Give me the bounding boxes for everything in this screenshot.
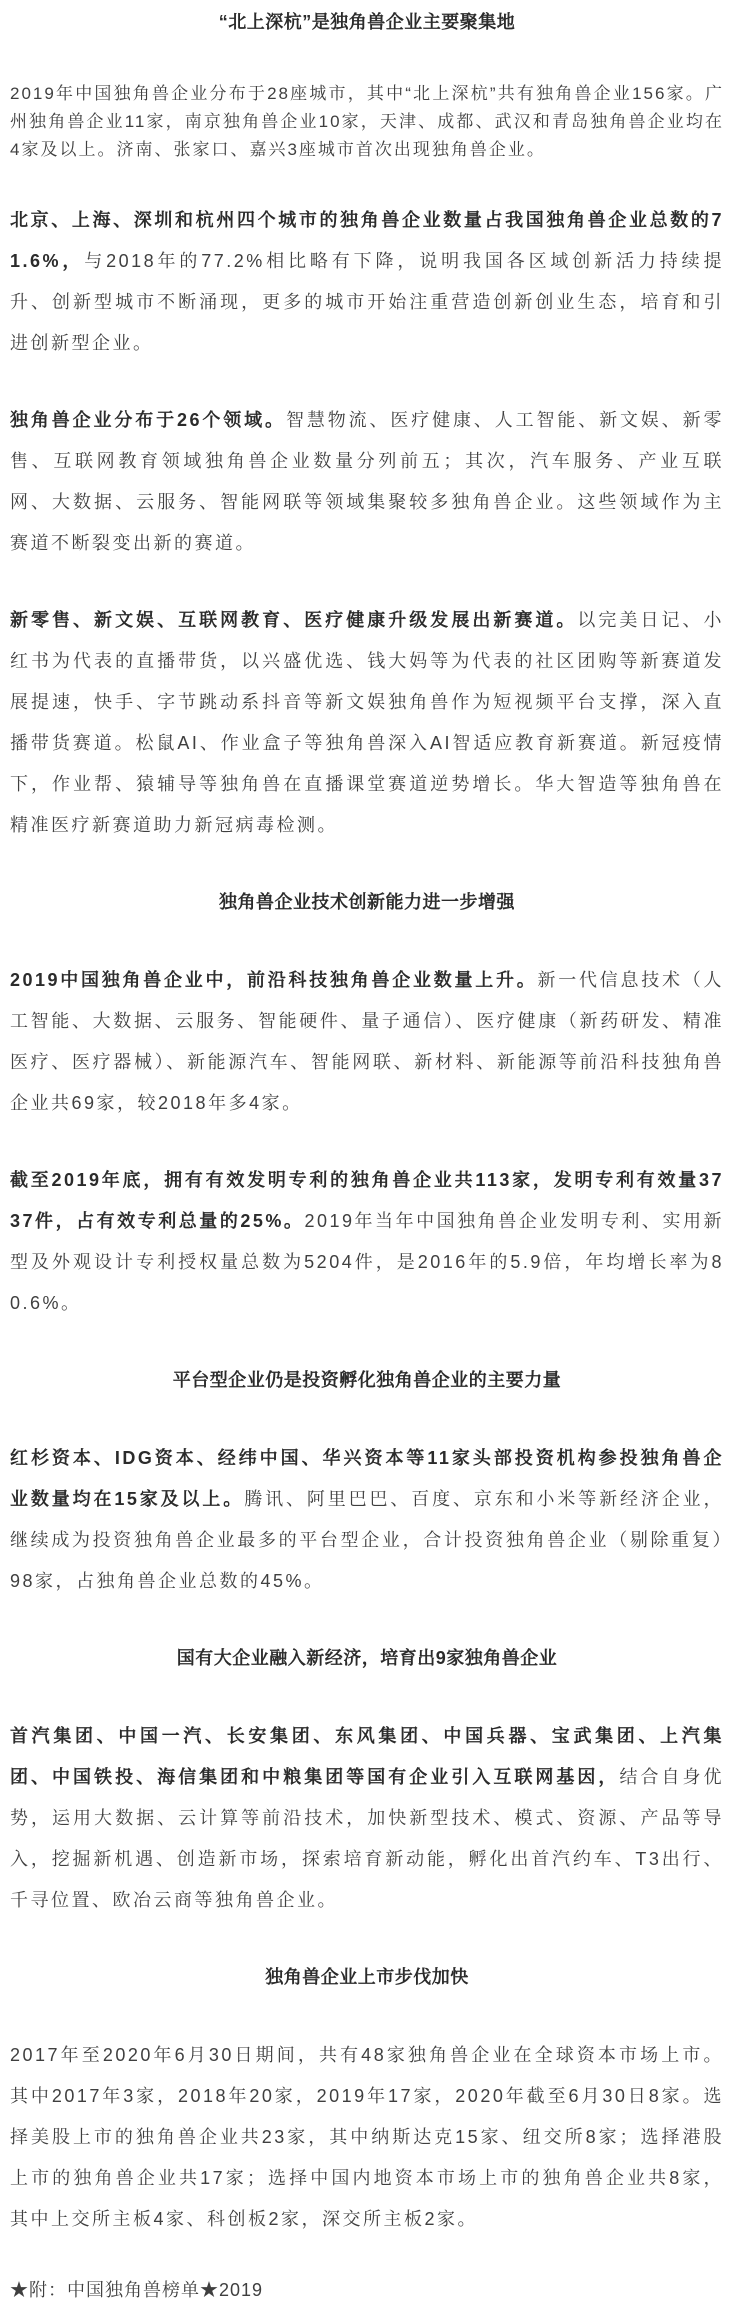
paragraph-text: 以完美日记、小红书为代表的直播带货，以兴盛优选、钱大妈等为代表的社区团购等新赛道发展提速，快手、字节跳动系抖音等新文娱独角兽作为短视频平台支撑，深入直播带货赛道。松鼠AI、作业盒子等独角兽深入AI智适应教育新赛道。新冠疫情下，作业帮、猿辅导等独角兽在直播课堂赛道逆势增长。华大智造等独角兽在精准医疗新赛道助力新冠病毒检测。 [10, 610, 724, 835]
body-paragraph [10, 2035, 724, 2240]
paragraph-text: 腾讯、阿里巴巴、百度、京东和小米等新经济企业，继续成为投资独角兽企业最多的平台型企业，合计投资独角兽企业（剔除重复）98家，占独角兽企业总数的45%。 [10, 1489, 724, 1591]
paragraph-lead-bold: 红杉资本、IDG资本、经纬中国、华兴资本等11家头部投资机构参投独角兽企业数量均在15家及以上。 [10, 1448, 724, 1509]
paragraph-lead-bold: 2019中国独角兽企业中，前沿科技独角兽企业数量上升。 [10, 970, 538, 990]
paragraph-lead-bold: 北京、上海、深圳和杭州四个城市的独角兽企业数量占我国独角兽企业总数的71.6%， [10, 210, 724, 271]
paragraph-lead-bold: 截至2019年底，拥有有效发明专利的独角兽企业共113家，发明专利有效量3737件，占有效专利总量的25%。 [10, 1170, 724, 1231]
section-heading: “北上深杭”是独角兽企业主要聚集地 [218, 12, 516, 32]
paragraph-lead-bold: 独角兽企业分布于26个领域。 [10, 410, 286, 430]
section-heading: 独角兽企业技术创新能力进一步增强 [219, 892, 515, 912]
body-paragraph [10, 80, 724, 164]
section-heading: 国有大企业融入新经济，培育出9家独角兽企业 [176, 1648, 558, 1668]
body-paragraph [10, 600, 724, 846]
body-paragraph [10, 1438, 724, 1602]
paragraph-lead-bold: 首汽集团、中国一汽、长安集团、东风集团、中国兵器、宝武集团、上汽集团、中国铁投、海信集团和中粮集团等国有企业引入互联网基因， [10, 1726, 724, 1787]
body-paragraph [10, 1716, 724, 1921]
paragraph-text: 与2018年的77.2%相比略有下降，说明我国各区域创新活力持续提升、创新型城市不断涌现，更多的城市开始注重营造创新创业生态，培育和引进创新型企业。 [10, 251, 724, 353]
body-paragraph [10, 400, 724, 564]
article-sections [10, 10, 724, 2240]
section-heading: 平台型企业仍是投资孵化独角兽企业的主要力量 [172, 1370, 562, 1390]
paragraph-text: 2017年至2020年6月30日期间，共有48家独角兽企业在全球资本市场上市。其中2017年3家，2018年20家，2019年17家，2020年截至6月30日8家。选择美股上市的独角兽企业共23家，其中纳斯达克15家、纽交所8家；选择港股上市的独角兽企业共17家；选择中国内地资本市场上市的独角兽企业共8家，其中上交所主板4家、科创板2家，深交所主板2家。 [10, 2045, 724, 2229]
body-paragraph [10, 1160, 724, 1324]
body-paragraph [10, 200, 724, 364]
paragraph-text: 智慧物流、医疗健康、人工智能、新文娱、新零售、互联网教育领域独角兽企业数量分列前五；其次，汽车服务、产业互联网、大数据、云服务、智能网联等领域集聚较多独角兽企业。这些领域作为主赛道不断裂变出新的赛道。 [10, 410, 724, 553]
paragraph-text: 新一代信息技术（人工智能、大数据、云服务、智能硬件、量子通信）、医疗健康（新药研发、精准医疗、医疗器械）、新能源汽车、智能网联、新材料、新能源等前沿科技独角兽企业共69家，较2018年多4家。 [10, 970, 725, 1113]
paragraph-text: 2019年当年中国独角兽企业发明专利、实用新型及外观设计专利授权量总数为5204件，是2016年的5.9倍，年均增长率为80.6%。 [10, 1211, 725, 1313]
paragraph-lead-bold: 新零售、新文娱、互联网教育、医疗健康升级发展出新赛道。 [10, 610, 578, 630]
paragraph-text: 结合自身优势，运用大数据、云计算等前沿技术，加快新型技术、模式、资源、产品等导入，挖掘新机遇、创造新市场，探索培育新动能，孵化出首汽约车、T3出行、千寻位置、欧冶云商等独角兽企业。 [10, 1767, 724, 1910]
body-paragraph [10, 960, 724, 1124]
paragraph-text: 2019年中国独角兽企业分布于28座城市，其中“北上深杭”共有独角兽企业156家。广州独角兽企业11家，南京独角兽企业10家，天津、成都、武汉和青岛独角兽企业均在4家及以上。济南、张家口、嘉兴3座城市首次出现独角兽企业。 [10, 84, 724, 159]
section-heading: 独角兽企业上市步伐加快 [265, 1967, 469, 1987]
footer-note: ★附：中国独角兽榜单★2019 [10, 2280, 264, 2300]
